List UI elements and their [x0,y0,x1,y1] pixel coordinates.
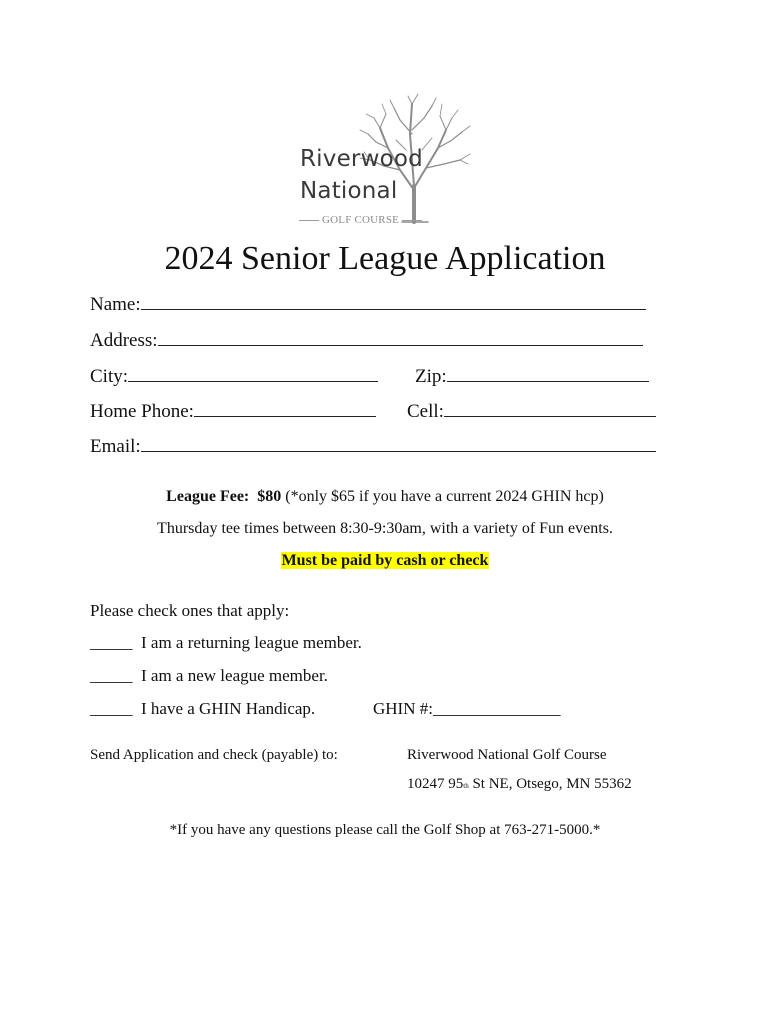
tee-times: Thursday tee times between 8:30-9:30am, with a variety of Fun events. [157,520,613,537]
check-new-label: I am a new league member. [141,666,328,685]
logo-line-1: Riverwood [300,146,423,172]
logo-subtitle-row [296,214,425,226]
home-phone-label: Home Phone: [90,401,194,422]
zip-field[interactable] [447,364,649,382]
name-label: Name: [90,294,141,315]
send-address-suffix: th [463,782,469,790]
fee-line [0,488,770,506]
check-ghin-blank[interactable]: _____ [90,699,133,718]
send-address [407,776,632,793]
home-phone-row [90,399,376,423]
cell-field[interactable] [444,399,656,417]
send-label: Send Application and check (payable) to: [90,747,338,763]
check-new-blank[interactable]: _____ [90,666,133,685]
fee-note: (*only $65 if you have a current 2024 GHIN hcp) [285,488,604,505]
city-label: City: [90,366,129,387]
home-phone-field[interactable] [194,399,376,417]
cell-label: Cell: [407,401,444,422]
address-field[interactable] [158,328,643,346]
name-row [90,292,646,316]
logo-line-2: National [300,178,398,204]
send-address-street: St NE, Otsego, MN 55362 [468,776,632,792]
check-returning-row [90,633,362,653]
send-recipient: Riverwood National Golf Course [407,747,607,763]
check-ghin-label: I have a GHIN Handicap. [141,699,316,718]
ghin-number-field[interactable]: GHIN #:_______________ [373,699,561,718]
name-field[interactable] [141,292,646,310]
check-returning-blank[interactable]: _____ [90,633,133,652]
email-label: Email: [90,436,141,457]
city-field[interactable] [128,364,378,382]
email-row [90,434,656,458]
address-row [90,328,643,352]
payment-note-row [0,552,770,570]
footer-note: *If you have any questions please call the Golf Shop at 763-271-5000.* [169,822,601,838]
email-field[interactable] [141,434,656,452]
page-title: 2024 Senior League Application [164,240,606,277]
check-returning-label: I am a returning league member. [141,633,362,652]
check-new-row [90,666,328,686]
zip-label: Zip: [415,366,447,387]
fee-amount: $80 [257,488,282,505]
city-row [90,364,378,388]
fee-label: League Fee: [166,488,250,505]
check-intro: Please check ones that apply: [90,601,290,620]
zip-row [415,364,649,388]
payment-note: Must be paid by cash or check [281,552,489,569]
cell-row [407,399,656,423]
check-ghin-row [90,699,315,719]
riverwood-logo [296,90,476,235]
address-label: Address: [90,330,158,351]
send-address-number: 10247 95 [407,776,464,792]
logo-subtitle: GOLF COURSE [322,214,400,226]
